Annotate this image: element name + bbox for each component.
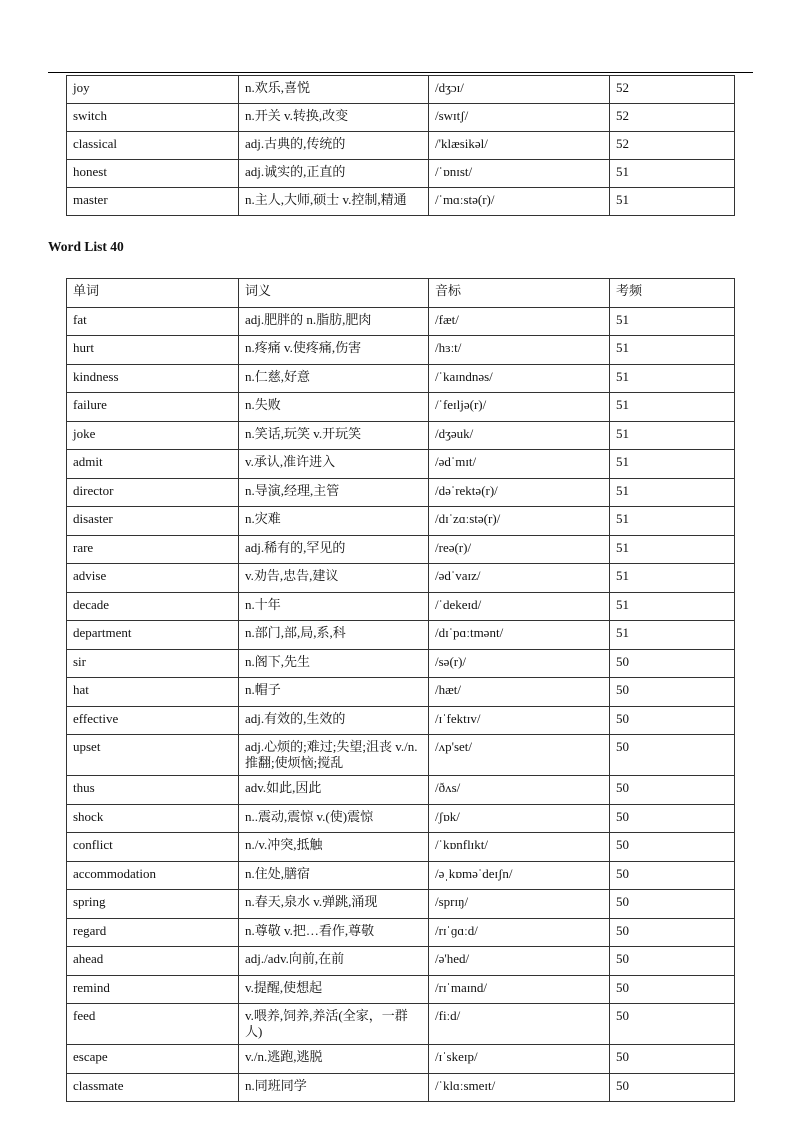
phonetic-cell: /hɜːt/ [429,336,610,365]
frequency-cell: 50 [610,1004,735,1045]
meaning-cell: n.仁慈,好意 [239,364,429,393]
table-row [67,1073,735,1102]
table-row [67,188,735,216]
header-word: 单词 [67,279,239,308]
word-cell: classmate [67,1073,239,1102]
frequency-cell: 52 [610,132,735,160]
meaning-cell: n.开关 v.转换,改变 [239,104,429,132]
table-row [67,450,735,479]
table-row [67,975,735,1004]
meaning-cell: n.主人,大师,硕士 v.控制,精通 [239,188,429,216]
meaning-cell: adj.诚实的,正直的 [239,160,429,188]
frequency-cell: 50 [610,735,735,776]
word-cell: switch [67,104,239,132]
phonetic-cell: /ɪˈfektɪv/ [429,706,610,735]
word-cell: decade [67,592,239,621]
phonetic-cell: /dɪˈzɑːstə(r)/ [429,507,610,536]
word-cell: ahead [67,947,239,976]
word-cell: disaster [67,507,239,536]
table-row [67,393,735,422]
word-cell: joy [67,76,239,104]
word-cell: hurt [67,336,239,365]
frequency-cell: 51 [610,160,735,188]
word-cell: spring [67,890,239,919]
frequency-cell: 51 [610,188,735,216]
word-cell: honest [67,160,239,188]
word-cell: advise [67,564,239,593]
frequency-cell: 52 [610,76,735,104]
table-row [67,104,735,132]
table-row [67,776,735,805]
word-cell: fat [67,307,239,336]
table-row [67,160,735,188]
table-row [67,890,735,919]
phonetic-cell: /fiːd/ [429,1004,610,1045]
table-row [67,507,735,536]
frequency-cell: 50 [610,706,735,735]
table-row [67,1045,735,1074]
meaning-cell: n.帽子 [239,678,429,707]
frequency-cell: 50 [610,649,735,678]
meaning-cell: n.同班同学 [239,1073,429,1102]
table-row [67,861,735,890]
phonetic-cell: /dɪˈpɑːtmənt/ [429,621,610,650]
meaning-cell: n..震动,震惊 v.(使)震惊 [239,804,429,833]
word-cell: sir [67,649,239,678]
phonetic-cell: /sə(r)/ [429,649,610,678]
phonetic-cell: /sprɪŋ/ [429,890,610,919]
table-row [67,535,735,564]
word-cell: upset [67,735,239,776]
frequency-cell: 51 [610,307,735,336]
page-top-rule [48,72,753,73]
table-row [67,478,735,507]
word-cell: thus [67,776,239,805]
frequency-cell: 50 [610,918,735,947]
word-cell: effective [67,706,239,735]
meaning-cell: n.部门,部,局,系,科 [239,621,429,650]
frequency-cell: 50 [610,861,735,890]
header-frequency: 考频 [610,279,735,308]
previous-word-table-body [67,76,735,216]
meaning-cell: adj.心烦的;难过;失望;沮丧 v./n.推翻;使烦恼;搅乱 [239,735,429,776]
table-row [67,336,735,365]
word-cell: escape [67,1045,239,1074]
frequency-cell: 51 [610,450,735,479]
table-row [67,564,735,593]
table-row [67,678,735,707]
frequency-cell: 51 [610,364,735,393]
meaning-cell: n.十年 [239,592,429,621]
frequency-cell: 51 [610,564,735,593]
word-cell: accommodation [67,861,239,890]
frequency-cell: 52 [610,104,735,132]
phonetic-cell: /ʌp'set/ [429,735,610,776]
phonetic-cell: /ˈmɑːstə(r)/ [429,188,610,216]
meaning-cell: adj.稀有的,罕见的 [239,535,429,564]
frequency-cell: 51 [610,621,735,650]
meaning-cell: adj./adv.向前,在前 [239,947,429,976]
frequency-cell: 50 [610,804,735,833]
frequency-cell: 51 [610,336,735,365]
phonetic-cell: /ədˈmɪt/ [429,450,610,479]
meaning-cell: n./v.冲突,抵触 [239,833,429,862]
word-cell: master [67,188,239,216]
table-row [67,706,735,735]
meaning-cell: adv.如此,因此 [239,776,429,805]
meaning-cell: adj.古典的,传统的 [239,132,429,160]
word-cell: department [67,621,239,650]
phonetic-cell: /fæt/ [429,307,610,336]
table-row [67,307,735,336]
meaning-cell: adj.肥胖的 n.脂肪,肥肉 [239,307,429,336]
phonetic-cell: /swɪtʃ/ [429,104,610,132]
phonetic-cell: /'klæsikəl/ [429,132,610,160]
word-list-table [66,278,735,1102]
header-meaning: 词义 [239,279,429,308]
word-cell: shock [67,804,239,833]
table-row [67,804,735,833]
phonetic-cell: /rɪˈɡɑːd/ [429,918,610,947]
phonetic-cell: /ˈkɒnflɪkt/ [429,833,610,862]
word-cell: remind [67,975,239,1004]
frequency-cell: 51 [610,478,735,507]
frequency-cell: 51 [610,535,735,564]
meaning-cell: n.住处,膳宿 [239,861,429,890]
word-cell: admit [67,450,239,479]
phonetic-cell: /ədˈvaɪz/ [429,564,610,593]
word-cell: conflict [67,833,239,862]
table-row [67,132,735,160]
word-cell: feed [67,1004,239,1045]
table-row [67,592,735,621]
meaning-cell: n.失败 [239,393,429,422]
phonetic-cell: /ʃɒk/ [429,804,610,833]
frequency-cell: 51 [610,592,735,621]
table-row [67,735,735,776]
meaning-cell: n.疼痛 v.使疼痛,伤害 [239,336,429,365]
frequency-cell: 50 [610,1073,735,1102]
word-cell: director [67,478,239,507]
table-row [67,621,735,650]
phonetic-cell: /ˈfeɪljə(r)/ [429,393,610,422]
meaning-cell: n.导演,经理,主管 [239,478,429,507]
phonetic-cell: /ɪˈskeɪp/ [429,1045,610,1074]
meaning-cell: n.尊敬 v.把…看作,尊敬 [239,918,429,947]
phonetic-cell: /rɪˈmaɪnd/ [429,975,610,1004]
table-row [67,421,735,450]
meaning-cell: v.劝告,忠告,建议 [239,564,429,593]
phonetic-cell: /ˈdekeɪd/ [429,592,610,621]
word-list-table-body [67,307,735,1102]
header-phonetic: 音标 [429,279,610,308]
phonetic-cell: /ˈɒnɪst/ [429,160,610,188]
meaning-cell: n.笑话,玩笑 v.开玩笑 [239,421,429,450]
phonetic-cell: /dəˈrektə(r)/ [429,478,610,507]
word-cell: hat [67,678,239,707]
meaning-cell: n.春天,泉水 v.弹跳,涌现 [239,890,429,919]
frequency-cell: 50 [610,776,735,805]
meaning-cell: n.灾难 [239,507,429,536]
table-row [67,649,735,678]
table-header-row [67,279,735,308]
word-cell: rare [67,535,239,564]
frequency-cell: 51 [610,421,735,450]
word-cell: classical [67,132,239,160]
frequency-cell: 50 [610,975,735,1004]
meaning-cell: v.承认,准许进入 [239,450,429,479]
meaning-cell: n.阁下,先生 [239,649,429,678]
word-cell: failure [67,393,239,422]
phonetic-cell: /reə(r)/ [429,535,610,564]
phonetic-cell: /ˈklɑːsmeɪt/ [429,1073,610,1102]
frequency-cell: 50 [610,678,735,707]
phonetic-cell: /ˈkaɪndnəs/ [429,364,610,393]
previous-word-table [66,75,735,216]
table-row [67,1004,735,1045]
frequency-cell: 51 [610,507,735,536]
frequency-cell: 51 [610,393,735,422]
table-row [67,76,735,104]
meaning-cell: n.欢乐,喜悦 [239,76,429,104]
phonetic-cell: /əˌkɒməˈdeɪʃn/ [429,861,610,890]
phonetic-cell: /ðʌs/ [429,776,610,805]
frequency-cell: 50 [610,890,735,919]
word-list-title: Word List 40 [48,239,124,254]
table-row [67,918,735,947]
frequency-cell: 50 [610,833,735,862]
meaning-cell: v./n.逃跑,逃脱 [239,1045,429,1074]
frequency-cell: 50 [610,1045,735,1074]
phonetic-cell: /dʒəuk/ [429,421,610,450]
meaning-cell: v.喂养,饲养,养活(全家，一群人) [239,1004,429,1045]
meaning-cell: v.提醒,使想起 [239,975,429,1004]
table-row [67,947,735,976]
table-row [67,833,735,862]
table-row [67,364,735,393]
meaning-cell: adj.有效的,生效的 [239,706,429,735]
word-cell: joke [67,421,239,450]
phonetic-cell: /dʒɔɪ/ [429,76,610,104]
phonetic-cell: /ə'hed/ [429,947,610,976]
word-cell: kindness [67,364,239,393]
word-cell: regard [67,918,239,947]
phonetic-cell: /hæt/ [429,678,610,707]
frequency-cell: 50 [610,947,735,976]
